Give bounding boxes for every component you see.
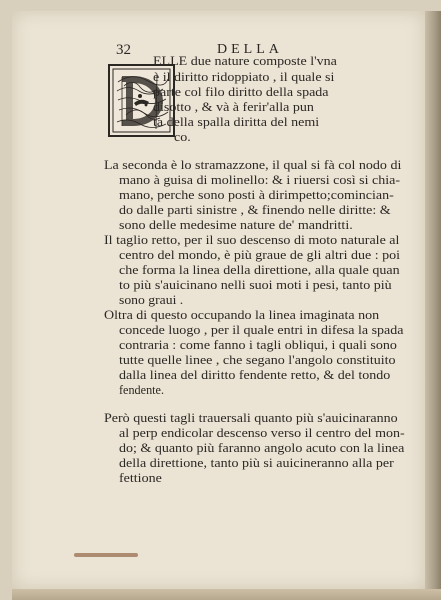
text-line: La seconda è lo stramazzone, il qual si fà col nodo di — [104, 158, 402, 172]
text-line: fendente. — [119, 383, 165, 397]
text-line: sono delle medesime nature de' mandritti. — [119, 218, 353, 232]
running-title: DELLA — [217, 42, 283, 57]
text-line: che forma la linea della direttione, alla quale quan — [119, 263, 400, 277]
bottom-edge — [12, 589, 441, 600]
text-line: centro del mondo, è più graue de gli altri due : poi — [119, 248, 401, 262]
page-number: 32 — [116, 42, 131, 58]
text-line: to più s'auicinano nelli suoi moti i pesi, tanto più — [119, 278, 392, 292]
book-page — [12, 11, 425, 589]
text-line: è il diritto ridoppiato , il quale si — [153, 70, 335, 84]
text-line: fettione — [119, 471, 162, 485]
text-line: ELLE due nature composte l'vna — [153, 54, 337, 68]
text-line: parte col filo diritto della spada — [153, 85, 329, 99]
text-line: co. — [174, 130, 191, 144]
text-line: dalla linea del diritto fendente retto, & del tondo — [119, 368, 391, 382]
text-line: contraria : come fanno i tagli obliqui, i quali sono — [119, 338, 397, 352]
text-line: disotto , & và à ferir'alla pun — [153, 100, 314, 114]
text-line: tutte quelle linee , che segano l'angolo constituito — [119, 353, 396, 367]
text-line: mano, perche sono posti à dirimpetto;comincian- — [119, 188, 394, 202]
text-line: concede luogo , per il quale entri in difesa la spada — [119, 323, 404, 337]
page-edge — [425, 11, 441, 596]
text-line: ta della spalla diritta del nemi — [153, 115, 320, 129]
text-line: Oltra di questo occupando la linea imaginata non — [104, 308, 380, 322]
text-line: sono graui . — [119, 293, 184, 307]
text-line: Però questi tagli trauersali quanto più s'auicinaranno — [104, 411, 398, 425]
text-line: al perp endicolar descenso verso il centro del mon- — [119, 426, 405, 440]
text-line: do dalle parti sinistre , & finendo nelle diritte: & — [119, 203, 391, 217]
text-line: do; & quanto più faranno angolo acuto con la linea — [119, 441, 405, 455]
ink-stain — [74, 553, 138, 557]
text-line: mano à guisa di molinello: & i riuersi così si chia- — [119, 173, 401, 187]
text-line: Il taglio retto, per il suo descenso di moto naturale al — [104, 233, 400, 247]
text-line: della direttione, tanto più si auicineranno alla per — [119, 456, 394, 470]
